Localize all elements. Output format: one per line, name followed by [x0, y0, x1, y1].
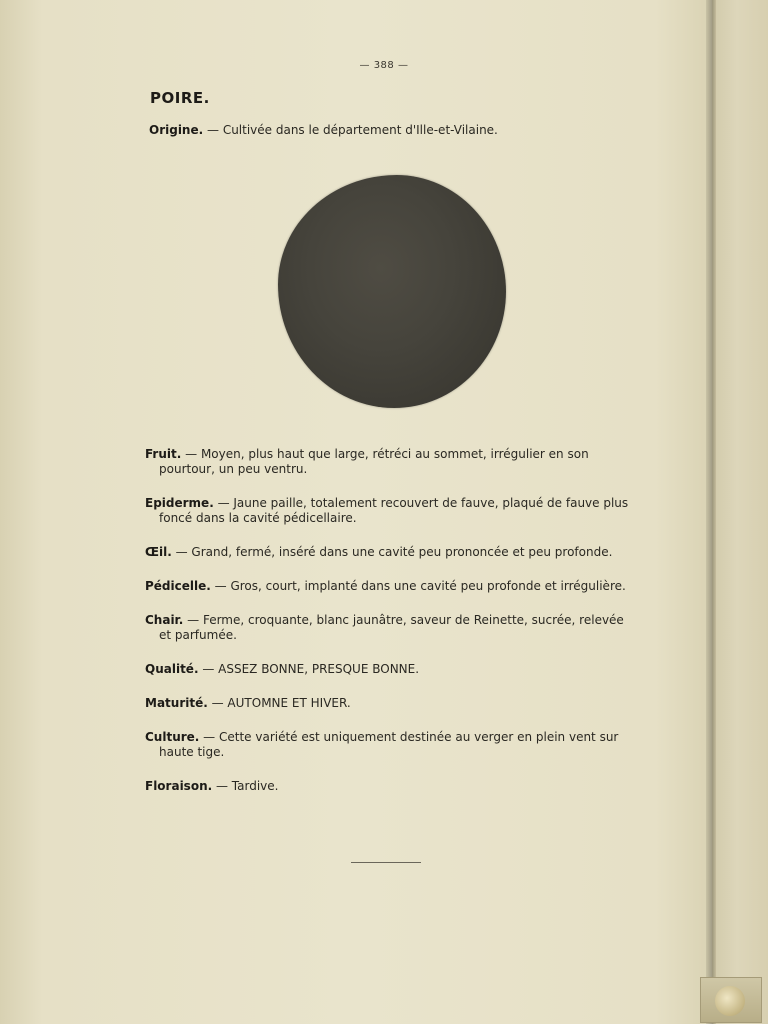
- entry-label: Culture.: [145, 730, 200, 744]
- entry-text: — AUTOMNE ET HIVER.: [207, 696, 351, 710]
- corner-thumbnail[interactable]: [700, 977, 762, 1023]
- entry-oeil: [145, 545, 631, 560]
- entry-label: Floraison.: [145, 779, 213, 793]
- entry-text: — Tardive.: [212, 779, 279, 793]
- origin-label: Origine.: [149, 123, 204, 137]
- entry-epiderme: [145, 496, 631, 526]
- entry-qualite: [145, 662, 631, 677]
- entry-label: Œil.: [145, 545, 172, 559]
- fruit-illustration: [275, 172, 511, 412]
- entry-label: Qualité.: [145, 662, 199, 676]
- page-gutter-shadow: [706, 0, 716, 1024]
- entry-text: — ASSEZ BONNE, PRESQUE BONNE.: [198, 662, 420, 676]
- entry-pedicelle: [145, 579, 631, 594]
- pear-section-silhouette-icon: [278, 175, 506, 408]
- entry-culture: [145, 730, 631, 760]
- entry-chair: [145, 613, 631, 643]
- entry-fruit: [145, 447, 631, 477]
- page-title: POIRE.: [150, 89, 210, 107]
- page-number: — 388 —: [359, 60, 409, 71]
- entry-text: — Jaune paille, totalement recouvert de fauve, plaqué de fauve plus foncé dans la cavité pédicellaire.: [159, 496, 629, 525]
- origin-line: [149, 123, 629, 137]
- entry-maturite: [145, 696, 631, 711]
- entry-text: — Ferme, croquante, blanc jaunâtre, saveur de Reinette, sucrée, relevée et parfumée.: [159, 613, 624, 642]
- origin-text: — Cultivée dans le département d'Ille-et-Vilaine.: [203, 123, 498, 137]
- entry-label: Epiderme.: [145, 496, 214, 510]
- entry-label: Maturité.: [145, 696, 208, 710]
- entry-floraison: [145, 779, 631, 794]
- thumbnail-icon: [715, 986, 745, 1016]
- section-divider: [351, 862, 421, 863]
- entry-label: Chair.: [145, 613, 184, 627]
- entry-text: — Cette variété est uniquement destinée au verger en plein vent sur haute tige.: [159, 730, 619, 759]
- entry-label: Fruit.: [145, 447, 182, 461]
- entry-text: — Gros, court, implanté dans une cavité peu profonde et irrégulière.: [210, 579, 626, 593]
- adjacent-page-edge: [716, 0, 768, 1024]
- entry-text: — Moyen, plus haut que large, rétréci au sommet, irrégulier en son pourtour, un peu ventru.: [159, 447, 589, 476]
- description-list: [145, 447, 631, 813]
- entry-label: Pédicelle.: [145, 579, 211, 593]
- entry-text: — Grand, fermé, inséré dans une cavité peu prononcée et peu profonde.: [171, 545, 613, 559]
